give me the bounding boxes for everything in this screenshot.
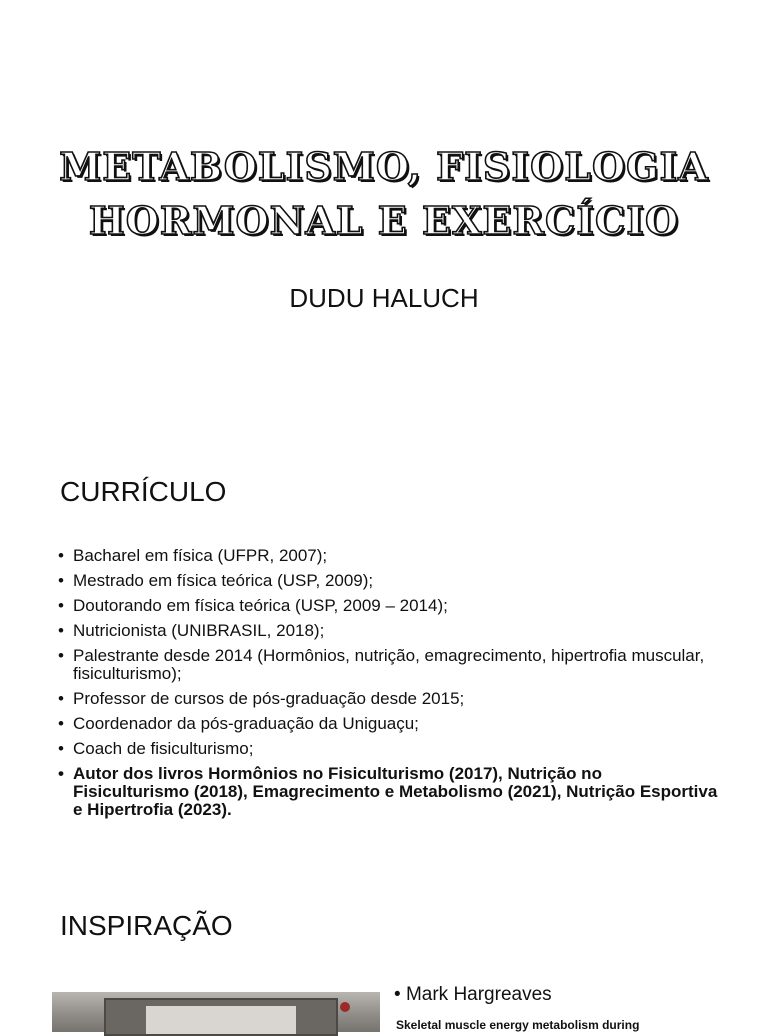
title-slide [0,0,768,440]
inspiration-reference: Skeletal muscle energy metabolism during [396,1018,640,1032]
photo-screen [104,998,338,1036]
list-item: • Doutorando em física teórica (USP, 2009 – 2014); [58,597,718,615]
list-item-books: • Autor dos livros Hormônios no Fisiculturismo (2017), Nutrição no Fisiculturismo (2018), Emagrecimento e Metabolismo (2021), Nutrição Esportiva e Hipertrofia (2023). [58,765,718,819]
inspiration-name: • Mark Hargreaves [394,984,552,1006]
speaker-photo [52,992,380,1032]
list-item: • Nutricionista (UNIBRASIL, 2018); [58,622,718,640]
title-line-1: METABOLISMO, FISIOLOGIA [59,144,709,189]
curriculum-slide [0,440,768,860]
list-item: • Mestrado em física teórica (USP, 2009); [58,572,718,590]
curriculum-heading: CURRÍCULO [60,476,227,507]
title-line-2: HORMONAL E EXERCÍCIO [88,198,680,243]
list-item: • Bacharel em física (UFPR, 2007); [58,547,718,565]
photo-detail [340,1002,350,1012]
list-item: • Coordenador da pós-graduação da Uniguaçu; [58,715,718,733]
inspiration-slide [0,860,768,1032]
photo-screen-content [146,1006,296,1034]
presentation-title [0,140,768,248]
curriculum-list [58,547,718,826]
list-item: • Palestrante desde 2014 (Hormônios, nutrição, emagrecimento, hipertrofia muscular, fisiculturismo); [58,647,718,683]
list-item: • Coach de fisiculturismo; [58,740,718,758]
list-item: • Professor de cursos de pós-graduação desde 2015; [58,690,718,708]
author-name: DUDU HALUCH [289,283,479,313]
inspiration-heading: INSPIRAÇÃO [60,910,233,941]
